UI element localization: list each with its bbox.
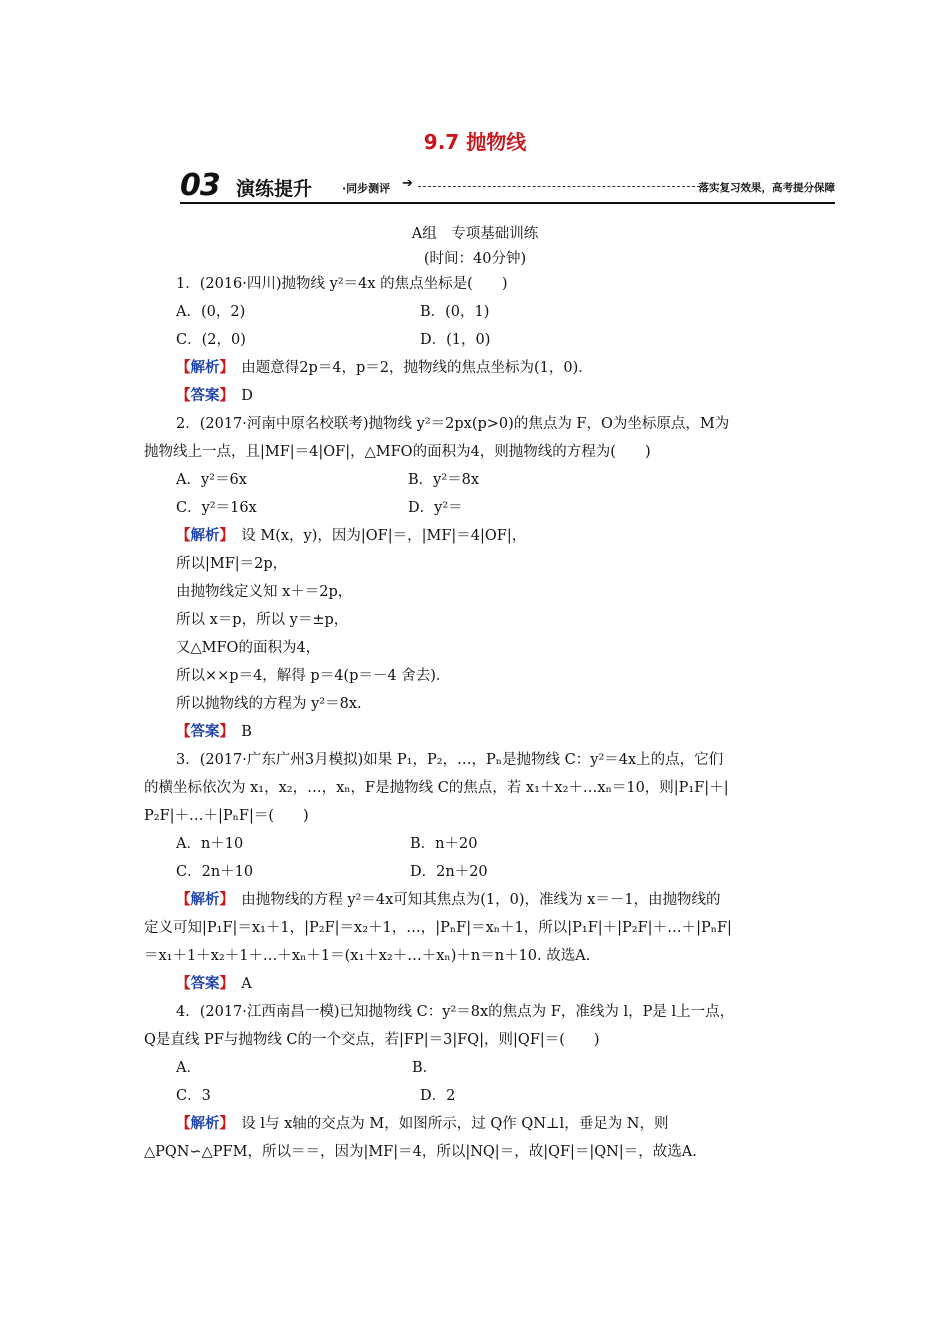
- q2-answer: 【答案】 B: [176, 723, 252, 740]
- q4-option-b: B．: [412, 1060, 438, 1076]
- banner-main: 演练提升: [236, 178, 313, 200]
- q3-analysis-2: 定义可知|P₁F|＝x₁＋1，|P₂F|＝x₂＋1，…，|PₙF|＝xₙ＋1，所以|P₁F|＋|P₂F|＋…＋|PₙF|: [144, 920, 732, 936]
- answer-tag: 【答案】: [176, 975, 227, 992]
- q3-answer: 【答案】 A: [176, 975, 252, 992]
- analysis-tag: 【解析】: [176, 359, 227, 376]
- q3-analysis: 【解析】 由抛物线的方程 y²＝4x可知其焦点为(1，0)，准线为 x＝－1，由抛物线的: [176, 891, 721, 908]
- q1-answer: 【答案】 D: [176, 387, 253, 404]
- q3-analysis-3: ＝x₁＋1＋x₂＋1＋…＋xₙ＋1＝(x₁＋x₂＋…＋xₙ)＋n＝n＋10. 故选A.: [144, 948, 591, 964]
- q2-analysis: 【解析】 设 M(x，y)，因为|OF|＝，|MF|＝4|OF|，: [176, 527, 527, 544]
- analysis-tag: 【解析】: [176, 1115, 227, 1132]
- arrow-icon: ➔: [402, 176, 413, 191]
- q2-step: 所以 x＝p，所以 y＝±p，: [176, 612, 349, 628]
- q1-stem: 1．(2016·四川)抛物线 y²＝4x 的焦点坐标是( ): [176, 276, 508, 292]
- q4-analysis: 【解析】 设 l与 x轴的交点为 M，如图所示，过 Q作 QN⊥l，垂足为 N，则: [176, 1115, 669, 1132]
- q2-step: 所以|MF|＝2p，: [176, 556, 288, 572]
- answer-tag: 【答案】: [176, 387, 227, 404]
- section-banner: [180, 168, 835, 204]
- analysis-tag: 【解析】: [176, 527, 227, 544]
- q4-option-c: C．3: [176, 1088, 211, 1104]
- q1-option-d: D．(1，0): [420, 332, 491, 348]
- banner-number: 03: [180, 168, 220, 203]
- q1-analysis: 【解析】 由题意得2p＝4，p＝2，抛物线的焦点坐标为(1，0)．: [176, 359, 593, 376]
- group-title: A组 专项基础训练: [411, 226, 539, 242]
- banner-rule: [180, 202, 835, 204]
- page-title: 9.7 抛物线: [423, 130, 527, 154]
- answer-tag: 【答案】: [176, 723, 227, 740]
- q4-option-a: A．: [176, 1060, 201, 1076]
- q2-stem-2: 抛物线上一点，且|MF|＝4|OF|，△MFO的面积为4，则抛物线的方程为( ): [144, 444, 651, 460]
- q2-step: 所以抛物线的方程为 y²＝8x.: [176, 696, 362, 712]
- group-time: (时间：40分钟): [423, 251, 527, 267]
- q3-option-d: D．2n＋20: [410, 864, 488, 880]
- q3-stem-1: 3．(2017·广东广州3月模拟)如果 P₁，P₂，…，Pₙ是抛物线 C：y²＝4x上的点，它们: [176, 752, 724, 768]
- q3-option-b: B．n＋20: [410, 836, 478, 852]
- q2-option-b: B．y²＝8x: [408, 472, 480, 488]
- q2-stem-1: 2．(2017·河南中原名校联考)抛物线 y²＝2px(p>0)的焦点为 F，O为坐标原点，M为: [176, 416, 730, 432]
- q3-stem-2: 的横坐标依次为 x₁，x₂，…，xₙ，F是抛物线 C的焦点，若 x₁＋x₂＋…xₙ＝10，则|P₁F|＋|: [144, 780, 729, 796]
- q2-option-c: C．y²＝16x: [176, 500, 257, 516]
- q1-option-a: A．(0，2): [176, 304, 246, 320]
- q2-option-a: A．y²＝6x: [176, 472, 247, 488]
- q2-option-d: D．y²＝: [408, 500, 463, 516]
- q2-step: 由抛物线定义知 x＋＝2p，: [176, 584, 353, 600]
- q2-step: 又△MFO的面积为4，: [176, 640, 321, 656]
- analysis-tag: 【解析】: [176, 891, 227, 908]
- q4-stem-1: 4．(2017·江西南昌一模)已知抛物线 C：y²＝8x的焦点为 F，准线为 l，P是 l上一点，: [176, 1004, 735, 1020]
- q4-stem-2: Q是直线 PF与抛物线 C的一个交点，若|FP|＝3|FQ|，则|QF|＝( ): [144, 1032, 600, 1048]
- q4-option-d: D．2: [420, 1088, 456, 1104]
- q3-option-c: C．2n＋10: [176, 864, 254, 880]
- q4-analysis-2: △PQN∽△PFM，所以＝＝，因为|MF|＝4，所以|NQ|＝，故|QF|＝|QN|＝，故选A.: [144, 1144, 697, 1160]
- q3-stem-3: P₂F|＋…＋|PₙF|＝( ): [144, 808, 309, 824]
- q1-option-b: B．(0，1): [420, 304, 490, 320]
- q2-step: 所以××p＝4，解得 p＝4(p＝－4 舍去)．: [176, 668, 451, 684]
- banner-slogan: 落实复习效果，高考提分保障: [698, 182, 835, 194]
- banner-sub: ·同步测评: [342, 182, 391, 195]
- banner-dash: [418, 186, 700, 187]
- q1-option-c: C．(2，0): [176, 332, 246, 348]
- q3-option-a: A．n＋10: [176, 836, 244, 852]
